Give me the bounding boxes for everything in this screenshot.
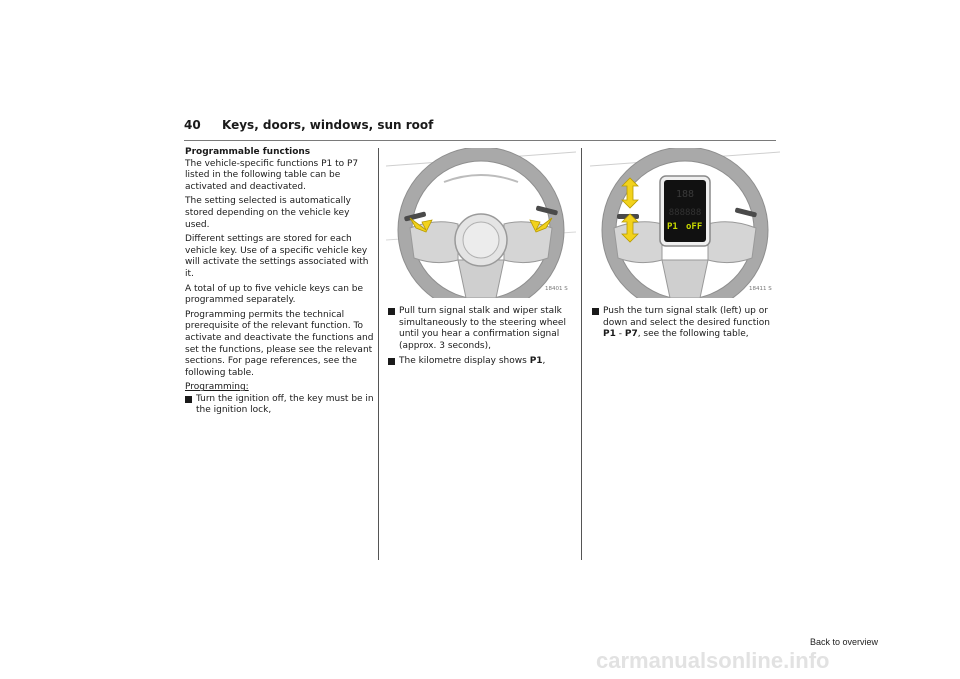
watermark: carmanualsonline.info bbox=[596, 648, 830, 673]
back-to-overview-link[interactable]: Back to overview bbox=[810, 637, 879, 647]
bullet-item bbox=[592, 306, 778, 341]
column-text bbox=[388, 306, 574, 372]
column-divider bbox=[378, 148, 379, 560]
paragraph: A total of up to five vehicle keys can be programmed separately. bbox=[185, 283, 364, 306]
display-function-code: P1 bbox=[667, 222, 678, 232]
bullet-text: The kilometre display shows bbox=[399, 356, 530, 367]
column-text bbox=[592, 306, 778, 345]
svg-text:888888: 888888 bbox=[668, 208, 702, 218]
bullet-text: - bbox=[615, 329, 625, 340]
bullet-text: Push the turn signal stalk (left) up or down and select the desired function bbox=[603, 306, 770, 328]
display-function-state: oFF bbox=[686, 222, 703, 232]
svg-text:188: 188 bbox=[675, 189, 695, 200]
steering-wheel-figure bbox=[386, 148, 576, 298]
section-heading: Programmable functions bbox=[185, 147, 311, 157]
chapter-title: Keys, doors, windows, sun roof bbox=[222, 118, 434, 132]
bullet-text: , see the following table, bbox=[637, 329, 749, 340]
paragraph: Different settings are stored for each vehicle key. Use of a specific vehicle key will activate the settings associated with it. bbox=[185, 234, 369, 279]
column-divider bbox=[581, 148, 582, 560]
bullet-bold-text: P7 bbox=[624, 329, 638, 340]
steering-wheel-illustration bbox=[386, 148, 576, 298]
column-text bbox=[185, 147, 375, 421]
figure-label: 18401 S bbox=[545, 286, 568, 292]
page-header bbox=[184, 118, 776, 141]
steering-wheel-display-figure bbox=[590, 148, 780, 298]
bullet-text: , bbox=[542, 356, 546, 367]
bullet-bold-text: P1 bbox=[529, 356, 543, 367]
bullet-item bbox=[388, 356, 574, 368]
paragraph: The setting selected is automatically stored depending on the vehicle key used. bbox=[185, 196, 351, 230]
paragraph: The vehicle-specific functions P1 to P7 listed in the following table can be activated and deactivated. bbox=[185, 158, 359, 192]
programming-label: Programming: bbox=[185, 382, 249, 393]
bullet-item: Turn the ignition off, the key must be in the ignition lock, bbox=[185, 394, 375, 417]
steering-wheel-illustration bbox=[590, 148, 780, 298]
page-number: 40 bbox=[184, 118, 201, 132]
bullet-bold-text: P1 bbox=[603, 329, 616, 340]
paragraph: Programming permits the technical prerequisite of the relevant function. To activate and deactivate the functions and set the functions, please see the relevant sections. For page references, see the following table. bbox=[185, 309, 374, 378]
bullet-item: Pull turn signal stalk and wiper stalk simultaneously to the steering wheel until you hear a confirmation signal (approx. 3 seconds), bbox=[388, 306, 574, 352]
figure-label: 18411 S bbox=[749, 286, 772, 292]
